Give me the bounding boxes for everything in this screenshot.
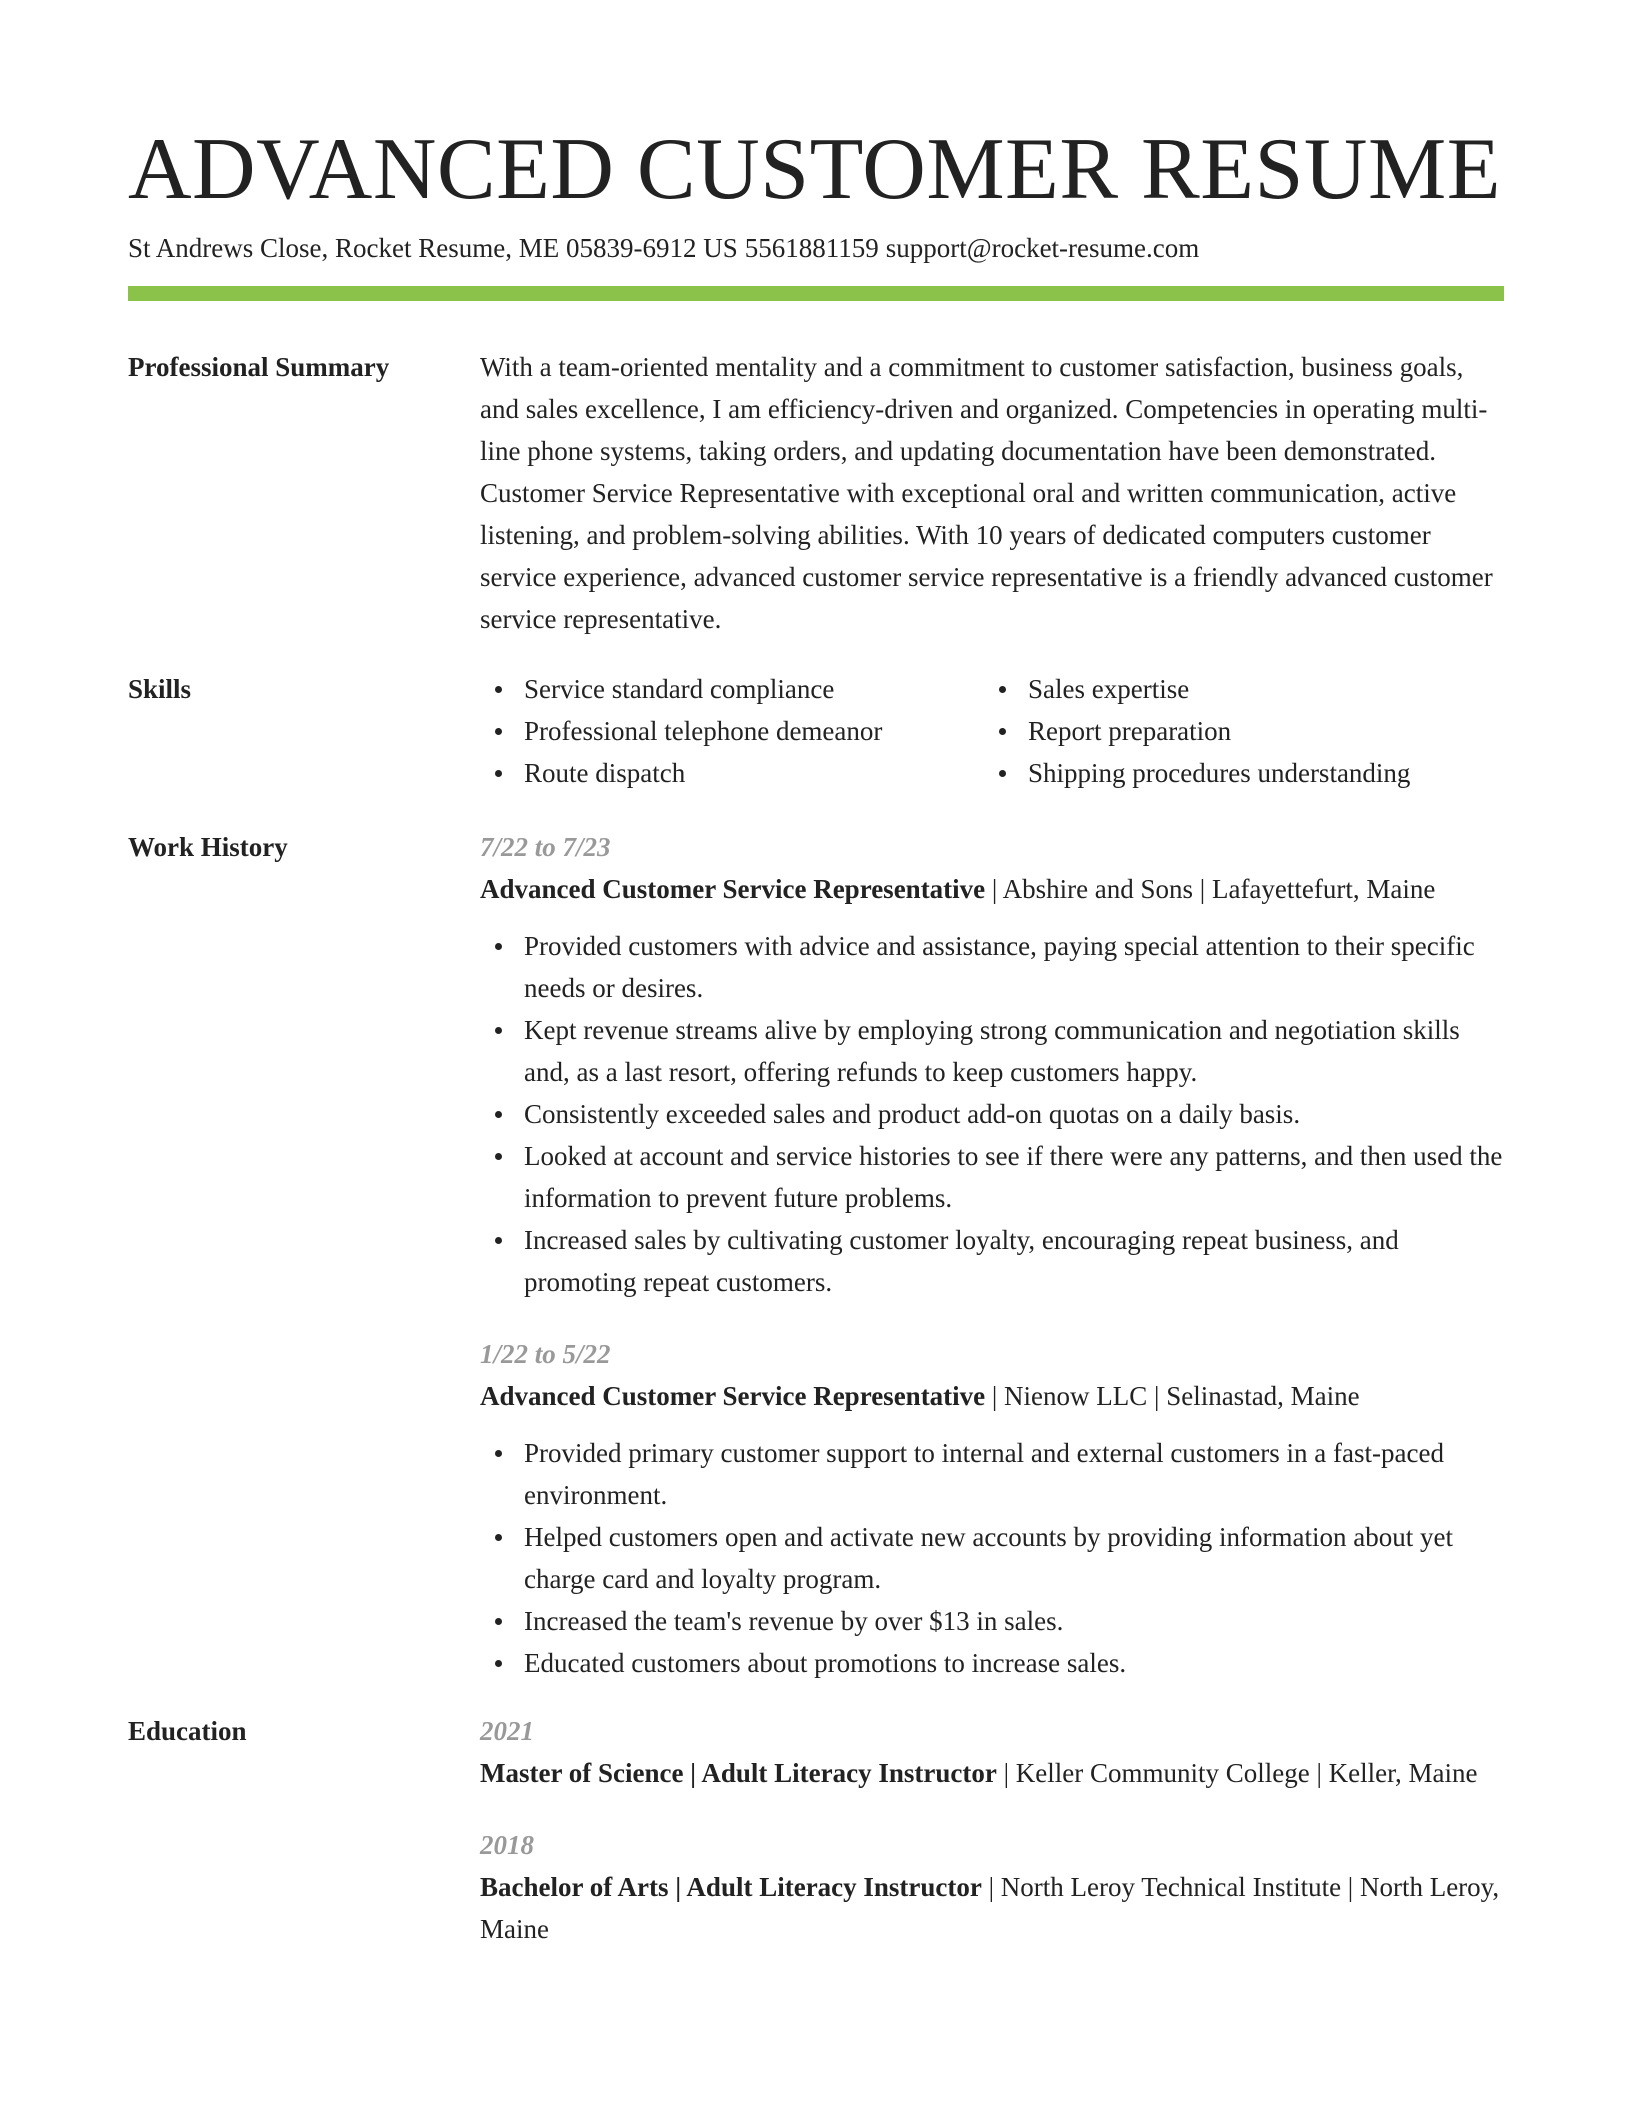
job-bullet: Helped customers open and activate new accounts by providing information about yet charge card and loyalty program. <box>480 1516 1504 1600</box>
education-details: | Keller Community College | Keller, Maine <box>996 1758 1478 1788</box>
job-bullet: Increased the team's revenue by over $13 in sales. <box>480 1600 1504 1642</box>
contact-address: St Andrews Close, Rocket Resume, ME 05839-6912 US <box>128 233 738 263</box>
skills-body <box>480 668 1504 794</box>
education-year: 2018 <box>480 1830 534 1860</box>
job-dates: 1/22 to 5/22 <box>480 1339 611 1369</box>
education-heading: Education <box>128 1716 247 1746</box>
job-entry <box>480 1333 1504 1684</box>
header-divider <box>128 286 1504 301</box>
job-bullet: Kept revenue streams alive by employing strong communication and negotiation skills and, as a last resort, offering refunds to keep customers happy. <box>480 1009 1504 1093</box>
education-details: | North Leroy Technical Institute | North Leroy, Maine <box>480 1872 1500 1944</box>
job-entry <box>480 826 1504 1303</box>
contact-phone: 5561881159 <box>744 233 879 263</box>
job-title-line <box>480 1375 1504 1417</box>
job-title-line <box>480 868 1504 910</box>
education-line <box>480 1866 1504 1950</box>
job-bullet: Consistently exceeded sales and product add-on quotas on a daily basis. <box>480 1093 1504 1135</box>
work-heading: Work History <box>128 832 288 862</box>
education-year: 2021 <box>480 1716 534 1746</box>
education-entry <box>480 1824 1504 1950</box>
job-bullet: Increased sales by cultivating customer loyalty, encouraging repeat business, and promoting repeat customers. <box>480 1219 1504 1303</box>
job-bullet: Looked at account and service histories to see if there were any patterns, and then used the information to prevent future problems. <box>480 1135 1504 1219</box>
education-entry <box>480 1710 1504 1794</box>
resume-title: ADVANCED CUSTOMER RESUME <box>128 121 1501 218</box>
contact-line <box>128 230 1199 266</box>
skill-item: Professional telephone demeanor <box>480 710 984 752</box>
education-degree: Bachelor of Arts | Adult Literacy Instructor <box>480 1872 982 1902</box>
work-body <box>480 826 1504 1714</box>
skills-heading: Skills <box>128 674 192 704</box>
job-bullets <box>480 1432 1504 1684</box>
skill-item: Route dispatch <box>480 752 984 794</box>
job-bullet: Provided customers with advice and assistance, paying special attention to their specific needs or desires. <box>480 925 1504 1009</box>
skill-item: Shipping procedures understanding <box>984 752 1488 794</box>
summary-heading: Professional Summary <box>128 352 390 382</box>
education-line <box>480 1752 1504 1794</box>
skills-grid <box>480 668 1504 794</box>
education-body <box>480 1710 1504 1980</box>
job-details: | Abshire and Sons | Lafayettefurt, Maine <box>985 874 1436 904</box>
skills-list-left <box>480 668 984 794</box>
contact-email: support@rocket-resume.com <box>885 233 1200 263</box>
skills-list-right <box>984 668 1488 794</box>
skill-item: Sales expertise <box>984 668 1488 710</box>
job-details: | Nienow LLC | Selinastad, Maine <box>985 1381 1360 1411</box>
skill-item: Report preparation <box>984 710 1488 752</box>
skill-item: Service standard compliance <box>480 668 984 710</box>
job-bullets <box>480 925 1504 1303</box>
summary-text: With a team-oriented mentality and a commitment to customer satisfaction, business goals, and sales excellence, I am efficiency-driven and organized. Competencies in operating multi-line phone systems, taking orders, and updating documentation have been demonstrated. Customer Service Representative with exceptional oral and written communication, active listening, and problem-solving abilities. With 10 years of dedicated computers customer service experience, advanced customer service representative is a friendly advanced customer service representative. <box>480 352 1493 634</box>
job-bullet: Educated customers about promotions to increase sales. <box>480 1642 1504 1684</box>
education-degree: Master of Science | Adult Literacy Instructor <box>480 1758 997 1788</box>
summary-body <box>480 346 1504 640</box>
job-dates: 7/22 to 7/23 <box>480 832 611 862</box>
job-title: Advanced Customer Service Representative <box>480 1381 986 1411</box>
job-title: Advanced Customer Service Representative <box>480 874 986 904</box>
job-bullet: Provided primary customer support to internal and external customers in a fast-paced environment. <box>480 1432 1504 1516</box>
